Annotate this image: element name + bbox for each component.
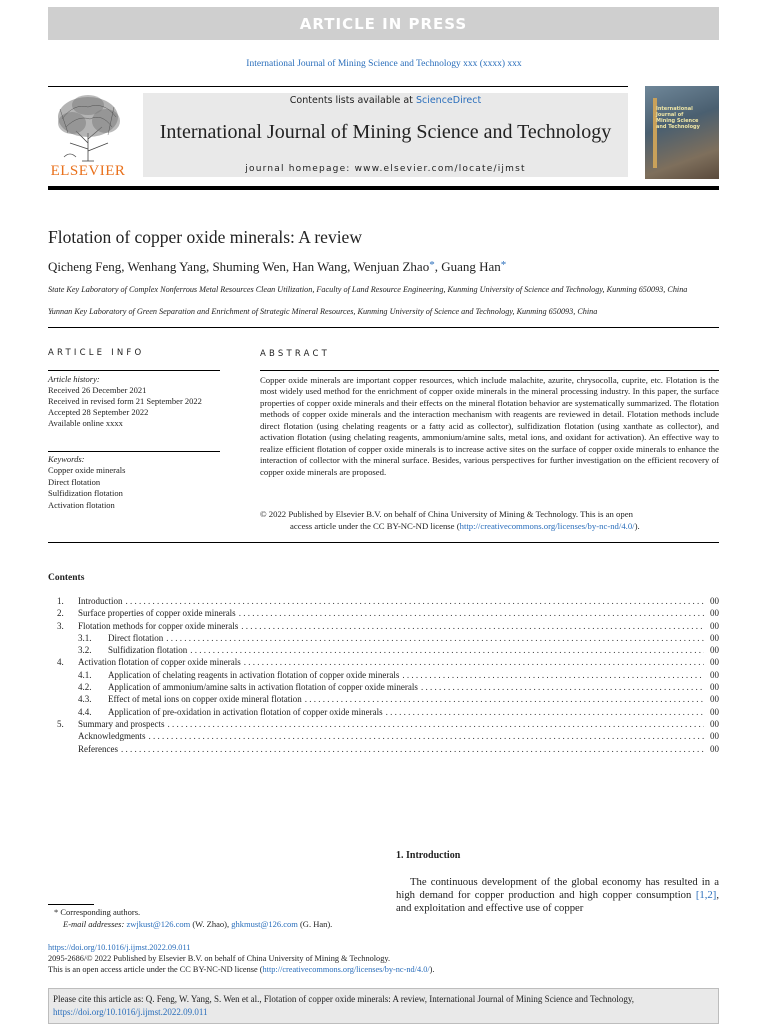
keyword: Copper oxide minerals (48, 465, 126, 476)
introduction-text (396, 876, 719, 915)
article-history (48, 374, 220, 429)
journal-homepage[interactable]: journal homepage: www.elsevier.com/locate/ijmst (245, 164, 526, 174)
toc-entry-page: 00 (710, 620, 719, 631)
toc-leader-dots (167, 719, 704, 729)
toc-entry-page: 00 (710, 657, 719, 668)
toc-entry-number: 4.3. (78, 694, 92, 705)
toc-entry-number: 5. (57, 718, 64, 729)
toc-entry-number: 1. (57, 596, 64, 606)
affiliation-2: Yunnan Key Laboratory of Green Separation and Enrichment of Strategic Mineral Resources, Kunming University of Science and Technology, Kunming 650093, China (48, 307, 598, 316)
citation-link[interactable]: [1,2] (695, 889, 717, 901)
keywords-rule (48, 451, 220, 452)
contents-available-line (143, 95, 628, 106)
toc-entry-title: Application of ammonium/amine salts in activation flotation of copper oxide minerals (108, 682, 418, 693)
copyright-line: © 2022 Published by Elsevier B.V. on behalf of China University of Mining & Technology. This is an open (260, 509, 633, 519)
toc-entry-number: 3.2. (78, 645, 92, 656)
toc-entry-number: 2. (57, 608, 64, 619)
history-item: Received in revised form 21 September 2022 (48, 396, 202, 406)
history-item: Available online xxxx (48, 418, 123, 428)
toc-leader-dots (386, 707, 704, 717)
toc-leader-dots (402, 670, 704, 680)
email-link[interactable]: ghkmust@126.com (231, 918, 298, 929)
toc-entry-title: Surface properties of copper oxide minerals (78, 608, 236, 619)
toc-entry-page: 00 (710, 731, 719, 742)
elsevier-logo (48, 93, 128, 181)
toc-entry-page: 00 (710, 632, 719, 643)
toc-entry-page: 00 (710, 669, 719, 680)
abstract-rule (260, 370, 719, 371)
toc-entry-title: Sulfidization flotation (108, 645, 188, 656)
article-info-heading: ARTICLE INFO (48, 348, 145, 358)
journal-reference-link[interactable]: International Journal of Mining Science and Technology xxx (xxxx) xxx (246, 59, 522, 69)
journal-masthead (143, 93, 628, 177)
cite-text: Please cite this article as: Q. Feng, W. Yang, S. Wen et al., Flotation of copper oxide minerals: A review, International Journal of Mining Science and Technology, (53, 994, 635, 1004)
toc-entry[interactable] (48, 645, 719, 657)
toc-leader-dots (149, 731, 705, 741)
elsevier-wordmark: ELSEVIER (50, 163, 126, 179)
history-item: Received 26 December 2021 (48, 385, 147, 395)
abstract-heading: ABSTRACT (260, 349, 331, 359)
affiliation-1: State Key Laboratory of Complex Nonferrous Metal Resources Clean Utilization, Faculty of Land Resource Engineering, Kunming University of Science and Technology, Kunming 650093, China (48, 285, 688, 294)
license-line (290, 521, 719, 532)
toc-entry-number: 4.4. (78, 706, 92, 717)
oa-suffix: ). (429, 965, 435, 974)
corresponding-author-mark[interactable]: * (500, 259, 507, 271)
cite-doi-link[interactable]: https://doi.org/10.1016/j.ijmst.2022.09.011 (53, 1007, 208, 1017)
toc-entry-page: 00 (710, 596, 719, 606)
toc-entry-number: 4. (57, 657, 64, 668)
abstract-text: Copper oxide minerals are important copper resources, which include malachite, azurite, chrysocolla, cuprite, etc. Flotation is the most widely used method for the enrichment of copper oxide minerals in the mineral processing industry. In this paper, the surface properties of copper oxide minerals and their effects on the mineral flotation behavior are systematically summarized. The flotation methods of copper oxide minerals and the interaction mechanism with reagents are reviewed in detail. Flotation methods include direct flotation (using chelating reagents or a fatty acid as collector), sulfidization flotation (using xanthate as collector), and activation flotation (using chelating reagents, ammonium/amine salts, metal ions, and oxidant for activation). An effective way to realize efficient flotation of copper oxide minerals is to increase active sites on the surface of copper oxide minerals to enhance the interaction of collector with the mineral surface. Besides, various perspectives for further investigation on the efficient recovery of copper oxide minerals are proposed. (260, 375, 719, 477)
toc-entry[interactable] (48, 731, 719, 743)
corresponding-footnote (54, 907, 332, 930)
masthead-rule (48, 186, 719, 190)
toc-entry-title: Application of chelating reagents in activation flotation of copper oxide minerals (108, 669, 400, 680)
keywords-label: Keywords: (48, 454, 85, 464)
license-suffix: ). (634, 521, 640, 531)
sciencedirect-link[interactable]: ScienceDirect (415, 95, 482, 106)
affiliation-rule (48, 327, 719, 328)
keywords (48, 454, 220, 511)
toc-entry-number: 4.1. (78, 669, 92, 680)
email-owner: (G. Han). (297, 918, 333, 929)
contents-heading: Contents (48, 573, 85, 583)
toc-entry-number: 3.1. (78, 632, 92, 643)
toc-entry-page: 00 (710, 608, 719, 619)
toc-entry-page: 00 (710, 718, 719, 729)
toc-entry-title: Flotation methods for copper oxide minerals (78, 620, 239, 631)
journal-cover-image (645, 86, 719, 179)
toc-entry-title: Introduction (78, 596, 123, 606)
history-item: Accepted 28 September 2022 (48, 407, 149, 417)
toc-entry[interactable] (48, 670, 719, 682)
toc-leader-dots (239, 608, 704, 618)
header-rule (48, 86, 628, 87)
email-label: E-mail addresses: (63, 918, 125, 929)
article-title: Flotation of copper oxide minerals: A review (48, 227, 362, 247)
issn-line: 2095-2686/© 2022 Published by Elsevier B.V. on behalf of China University of Mining & Technology. (48, 954, 391, 963)
toc-entry-page: 00 (710, 645, 719, 656)
corresponding-author-mark[interactable]: * (429, 259, 435, 271)
toc-entry-page: 00 (710, 706, 719, 717)
footnote-line: * Corresponding authors. (54, 907, 141, 917)
email-link[interactable]: zwjkust@126.com (126, 918, 191, 929)
toc-entry-number: 3. (57, 620, 64, 631)
toc-entry[interactable] (48, 621, 719, 633)
toc-entry[interactable] (48, 707, 719, 719)
cite-this-article-box (48, 988, 719, 1024)
intro-text-part: , and exploitation and effective use of copper (396, 889, 719, 914)
introduction-heading: 1. Introduction (396, 850, 461, 861)
toc-entry-title: Activation flotation of copper oxide minerals (78, 657, 241, 668)
journal-name: International Journal of Mining Science and Technology (159, 121, 612, 143)
toc-leader-dots (421, 682, 704, 692)
toc-leader-dots (241, 621, 704, 631)
toc-entry-page: 00 (710, 743, 719, 754)
license-link[interactable]: http://creativecommons.org/licenses/by-nc-nd/4.0/ (459, 521, 635, 531)
keyword: Direct flotation (48, 476, 101, 487)
author-list (48, 259, 506, 275)
oa-license-link[interactable]: http://creativecommons.org/licenses/by-nc-nd/4.0/ (262, 965, 430, 974)
cover-title: International Journal of Mining Science and Technology (656, 106, 700, 130)
authors-first: Qicheng Feng, Wenhang Yang, Shuming Wen, Han Wang, Wenjuan Zhao (48, 259, 430, 274)
toc-leader-dots (126, 596, 705, 606)
toc-entry-title: Effect of metal ions on copper oxide mineral flotation (108, 694, 302, 705)
toc-leader-dots (244, 657, 704, 667)
article-info-rule (48, 370, 220, 371)
toc-entry-page: 00 (710, 694, 719, 705)
contents-prefix: Contents lists available at (289, 95, 413, 106)
table-of-contents (48, 596, 719, 756)
open-access-line (48, 964, 435, 975)
abstract-bottom-rule (48, 542, 719, 543)
toc-entry[interactable] (48, 633, 719, 645)
authors-last: , Guang Han (434, 259, 501, 274)
toc-leader-dots (166, 633, 704, 643)
toc-entry-title: Summary and prospects (78, 718, 165, 729)
toc-leader-dots (305, 694, 704, 704)
elsevier-tree-icon (48, 93, 128, 163)
toc-entry-page: 00 (710, 682, 719, 693)
footnote-rule (48, 904, 94, 905)
toc-entry-title: Application of pre-oxidation in activation flotation of copper oxide minerals (108, 706, 383, 717)
email-owner: (W. Zhao), (190, 918, 232, 929)
doi-block (48, 942, 435, 975)
toc-entry[interactable] (48, 682, 719, 694)
toc-entry[interactable] (48, 719, 719, 731)
toc-entry-number: 4.2. (78, 682, 92, 693)
toc-entry[interactable] (48, 744, 719, 756)
article-in-press-banner: ARTICLE IN PRESS (48, 7, 719, 40)
toc-leader-dots (190, 645, 704, 655)
doi-link[interactable]: https://doi.org/10.1016/j.ijmst.2022.09.011 (48, 943, 191, 952)
toc-leader-dots (121, 744, 704, 754)
toc-entry[interactable] (48, 608, 719, 620)
intro-text-part: The continuous development of the global economy has resulted in a high demand for copper production and high copper consumption (396, 876, 719, 901)
keyword: Sulfidization flotation (48, 488, 123, 499)
toc-entry[interactable] (48, 596, 719, 608)
oa-prefix: This is an open access article under the CC BY-NC-ND license ( (48, 965, 263, 974)
toc-entry[interactable] (48, 694, 719, 706)
toc-entry-title: References (78, 743, 118, 754)
toc-entry-title: Acknowledgments (78, 731, 146, 742)
toc-entry[interactable] (48, 657, 719, 669)
license-prefix: access article under the CC BY-NC-ND license ( (290, 521, 460, 531)
email-line (54, 919, 332, 931)
keyword: Activation flotation (48, 499, 115, 510)
toc-entry-title: Direct flotation (108, 632, 164, 643)
history-label: Article history: (48, 374, 100, 384)
